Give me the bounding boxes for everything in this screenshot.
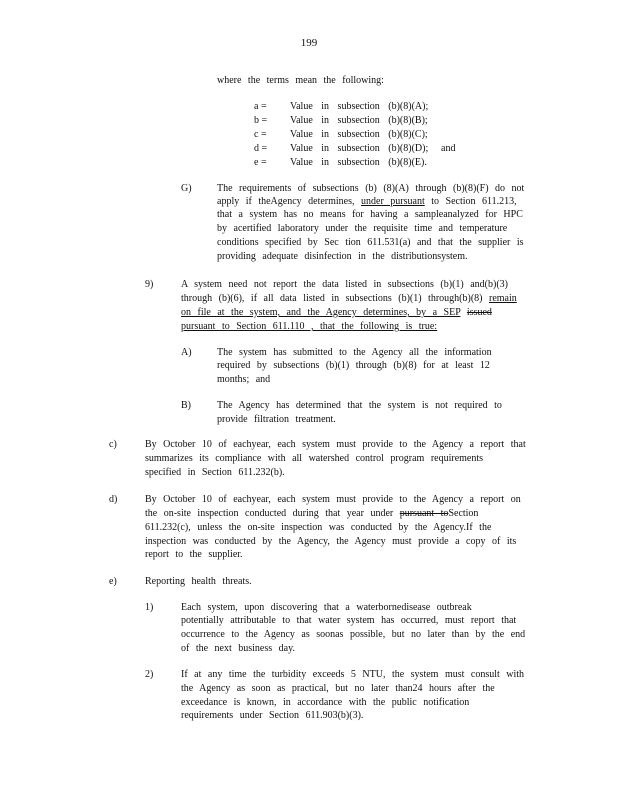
item-label-A: A) [181,347,192,358]
underlined-text: on file at the system, and the Agency determines, by a SEP [181,307,461,318]
var-tail: and [441,143,456,154]
text-line: inspection was conducted by the Agency, the Agency must provide a copy of its [145,536,517,547]
text-line: By October 10 of eachyear, each system must provide to the Agency a report that [145,439,526,450]
text-line: potentially attributable to that water system has occurred, must report that [181,615,517,626]
text-run: the on-site inspection conducted during that year under [145,508,394,519]
text-line: by acertified laboratory under the requisite time and temperature [217,223,508,234]
text-line [181,320,437,333]
text-line [217,195,517,208]
var-desc: Value in subsection (b)(8)(E). [290,157,427,168]
var-desc: Value in subsection (b)(8)(D); [290,143,429,154]
text-line: The Agency has determined that the system is not required to [217,400,502,411]
text-run: apply if theAgency determines, [217,196,355,207]
text-run: to Section 611.213, [431,196,517,207]
var-desc: Value in subsection (b)(8)(C); [290,129,428,140]
text-line: providing adequate disinfection in the distributionsystem. [217,251,468,262]
text-line: that a system has no means for having a sampleanalyzed for HPC [217,209,523,220]
text-line: A system need not report the data listed in subsections (b)(1) and(b)(3) [181,279,508,290]
var-desc: Value in subsection (b)(8)(A); [290,101,429,112]
struck-text: issued [466,307,492,318]
var-symbol: c = [254,129,267,140]
text-line: Each system, upon discovering that a waterbornedisease outbreak [181,602,472,613]
var-symbol: a = [254,101,267,112]
text-line: provide filtration treatment. [217,414,336,425]
text-run: through (b)(6), if all data listed in subsections (b)(1) through(b)(8) [181,293,483,304]
item-label-G: G) [181,183,192,194]
item-label-2: 2) [145,669,154,680]
var-symbol: d = [254,143,268,154]
text-line [181,292,517,305]
item-label-d: d) [109,494,118,505]
text-line: 611.232(c), unless the on-site inspection was conducted by the Agency.If the [145,522,492,533]
text-line: report to the supplier. [145,549,243,560]
text-line [145,507,478,520]
text-line: requirements under Section 611.903(b)(3). [181,710,364,721]
section-title: Reporting health threats. [145,576,252,587]
text-line: The requirements of subsections (b) (8)(A) through (b)(8)(F) do not [217,183,525,194]
text-line: By October 10 of eachyear, each system must provide to the Agency a report on [145,494,521,505]
text-line: required by subsections (b)(1) through (b)(8) for at least 12 [217,360,490,371]
text-run: Section [448,508,479,519]
page-number: 199 [300,37,318,49]
text-line: months; and [217,374,271,385]
intro-text: where the terms mean the following: [217,75,384,86]
text-line: exceedance is known, in accordance with the public notification [181,697,470,708]
text-line: conditions specified by Sec tion 611.531(a) and that the supplier is [217,237,524,248]
underlined-text: under pursuant [361,196,425,207]
underlined-text: remain [489,293,517,304]
item-label-B: B) [181,400,191,411]
text-line: of the next business day. [181,643,295,654]
item-label-1: 1) [145,602,154,613]
item-label-e: e) [109,576,117,587]
item-label-c: c) [109,439,117,450]
item-label-9: 9) [145,279,154,290]
text-line: the Agency as soon as practical, but no later than24 hours after the [181,683,495,694]
text-line: summarizes its compliance with all watershed control program requirements [145,453,484,464]
var-symbol: b = [254,115,268,126]
struck-text: pursuant to [399,508,449,519]
var-symbol: e = [254,157,267,168]
text-line [181,306,492,319]
text-line: If at any time the turbidity exceeds 5 NTU, the system must consult with [181,669,525,680]
text-line: occurrence to the Agency as soonas possible, but no later than by the end [181,629,526,640]
text-line: The system has submitted to the Agency all the information [217,347,492,358]
var-desc: Value in subsection (b)(8)(B); [290,115,428,126]
text-line: specified in Section 611.232(b). [145,467,285,478]
underlined-text: pursuant to Section 611.110 , that the following is true: [181,321,438,332]
